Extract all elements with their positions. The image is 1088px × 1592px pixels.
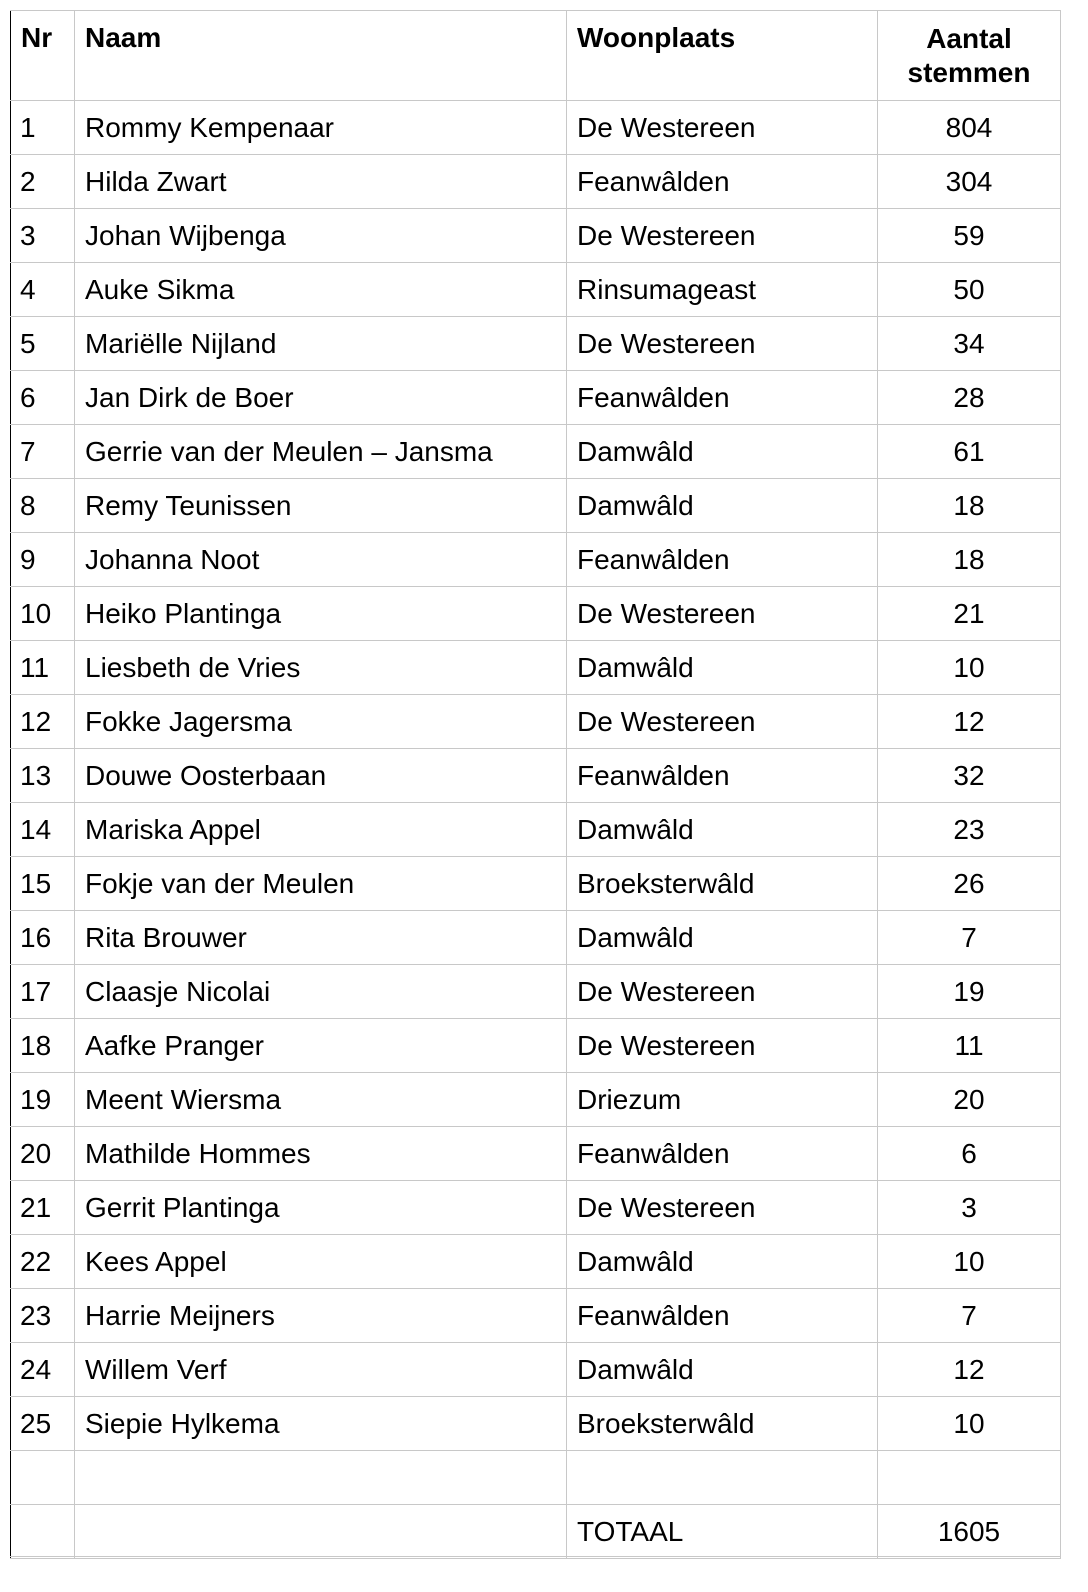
table-row <box>11 641 1061 695</box>
table-row <box>11 749 1061 803</box>
cell-woonplaats: De Westereen <box>567 587 878 641</box>
cell-nr: 20 <box>11 1127 75 1181</box>
cell-naam: Jan Dirk de Boer <box>75 371 567 425</box>
cell-stemmen: 11 <box>878 1019 1061 1073</box>
cell-naam: Mathilde Hommes <box>75 1127 567 1181</box>
cell-nr: 3 <box>11 209 75 263</box>
table-row <box>11 263 1061 317</box>
cell-nr: 16 <box>11 911 75 965</box>
table-row <box>11 101 1061 155</box>
cell-nr: 18 <box>11 1019 75 1073</box>
cell-nr: 22 <box>11 1235 75 1289</box>
cell-stemmen: 32 <box>878 749 1061 803</box>
cell-stemmen: 304 <box>878 155 1061 209</box>
cell-stemmen: 804 <box>878 101 1061 155</box>
table-row <box>11 857 1061 911</box>
cell-woonplaats: Damwâld <box>567 425 878 479</box>
cell-nr: 8 <box>11 479 75 533</box>
cell-woonplaats: Feanwâlden <box>567 371 878 425</box>
header-naam: Naam <box>75 11 567 101</box>
cell-woonplaats: Damwâld <box>567 641 878 695</box>
cell-woonplaats: Rinsumageast <box>567 263 878 317</box>
cell-woonplaats: Feanwâlden <box>567 1289 878 1343</box>
cell-nr: 23 <box>11 1289 75 1343</box>
cell-stemmen: 12 <box>878 695 1061 749</box>
cell-woonplaats: De Westereen <box>567 965 878 1019</box>
cell-nr: 24 <box>11 1343 75 1397</box>
cell-woonplaats: Broeksterwâld <box>567 1397 878 1451</box>
cell-stemmen: 19 <box>878 965 1061 1019</box>
cell-nr: 7 <box>11 425 75 479</box>
cell-woonplaats: De Westereen <box>567 1019 878 1073</box>
cell-stemmen: 6 <box>878 1127 1061 1181</box>
header-aantal-line2: stemmen <box>907 57 1031 88</box>
cell-woonplaats: Damwâld <box>567 1235 878 1289</box>
cell-stemmen: 10 <box>878 1235 1061 1289</box>
table-row <box>11 1181 1061 1235</box>
cell-nr: 5 <box>11 317 75 371</box>
total-label: TOTAAL <box>567 1505 878 1559</box>
cell-naam: Remy Teunissen <box>75 479 567 533</box>
table-row <box>11 371 1061 425</box>
cell-naam: Heiko Plantinga <box>75 587 567 641</box>
cell-woonplaats: De Westereen <box>567 101 878 155</box>
bottom-divider <box>10 1556 1060 1557</box>
cell-woonplaats: Damwâld <box>567 1343 878 1397</box>
total-row <box>11 1505 1061 1559</box>
header-woonplaats: Woonplaats <box>567 11 878 101</box>
cell-nr: 12 <box>11 695 75 749</box>
cell-nr: 13 <box>11 749 75 803</box>
cell-stemmen: 26 <box>878 857 1061 911</box>
header-aantal-stemmen <box>878 11 1061 101</box>
cell-naam: Liesbeth de Vries <box>75 641 567 695</box>
table-row <box>11 1073 1061 1127</box>
table-row <box>11 587 1061 641</box>
empty-row <box>11 1451 1061 1505</box>
header-row <box>11 11 1061 101</box>
header-nr: Nr <box>11 11 75 101</box>
cell-woonplaats: Broeksterwâld <box>567 857 878 911</box>
cell-nr: 14 <box>11 803 75 857</box>
cell-naam: Auke Sikma <box>75 263 567 317</box>
table-row <box>11 155 1061 209</box>
cell-nr: 9 <box>11 533 75 587</box>
cell-woonplaats: De Westereen <box>567 1181 878 1235</box>
cell-stemmen: 18 <box>878 533 1061 587</box>
header-aantal-line1: Aantal <box>926 23 1012 54</box>
cell-woonplaats: Damwâld <box>567 911 878 965</box>
cell-nr: 25 <box>11 1397 75 1451</box>
table-row <box>11 803 1061 857</box>
cell-woonplaats: Damwâld <box>567 803 878 857</box>
cell-naam: Willem Verf <box>75 1343 567 1397</box>
cell-woonplaats: De Westereen <box>567 209 878 263</box>
cell-stemmen: 34 <box>878 317 1061 371</box>
cell-naam: Kees Appel <box>75 1235 567 1289</box>
table-row <box>11 1019 1061 1073</box>
empty-cell <box>75 1505 567 1559</box>
cell-stemmen: 18 <box>878 479 1061 533</box>
cell-naam: Douwe Oosterbaan <box>75 749 567 803</box>
cell-nr: 11 <box>11 641 75 695</box>
table-row <box>11 911 1061 965</box>
cell-nr: 17 <box>11 965 75 1019</box>
cell-naam: Siepie Hylkema <box>75 1397 567 1451</box>
table-body <box>11 101 1061 1559</box>
cell-naam: Rita Brouwer <box>75 911 567 965</box>
cell-stemmen: 21 <box>878 587 1061 641</box>
empty-cell <box>878 1451 1061 1505</box>
cell-woonplaats: Feanwâlden <box>567 155 878 209</box>
empty-cell <box>11 1451 75 1505</box>
cell-naam: Fokje van der Meulen <box>75 857 567 911</box>
cell-nr: 15 <box>11 857 75 911</box>
cell-naam: Johan Wijbenga <box>75 209 567 263</box>
cell-woonplaats: Damwâld <box>567 479 878 533</box>
cell-naam: Gerrie van der Meulen – Jansma <box>75 425 567 479</box>
cell-nr: 1 <box>11 101 75 155</box>
cell-naam: Aafke Pranger <box>75 1019 567 1073</box>
cell-stemmen: 12 <box>878 1343 1061 1397</box>
cell-nr: 2 <box>11 155 75 209</box>
cell-naam: Hilda Zwart <box>75 155 567 209</box>
votes-table <box>10 10 1061 1559</box>
empty-cell <box>75 1451 567 1505</box>
table-row <box>11 533 1061 587</box>
cell-nr: 6 <box>11 371 75 425</box>
table-row <box>11 317 1061 371</box>
cell-nr: 10 <box>11 587 75 641</box>
cell-woonplaats: De Westereen <box>567 317 878 371</box>
table-row <box>11 1127 1061 1181</box>
cell-naam: Mariska Appel <box>75 803 567 857</box>
cell-stemmen: 50 <box>878 263 1061 317</box>
cell-naam: Mariëlle Nijland <box>75 317 567 371</box>
cell-naam: Johanna Noot <box>75 533 567 587</box>
empty-cell <box>11 1505 75 1559</box>
cell-woonplaats: De Westereen <box>567 695 878 749</box>
cell-stemmen: 3 <box>878 1181 1061 1235</box>
cell-stemmen: 59 <box>878 209 1061 263</box>
cell-woonplaats: Feanwâlden <box>567 533 878 587</box>
cell-stemmen: 20 <box>878 1073 1061 1127</box>
cell-stemmen: 7 <box>878 911 1061 965</box>
cell-nr: 19 <box>11 1073 75 1127</box>
cell-nr: 4 <box>11 263 75 317</box>
cell-naam: Claasje Nicolai <box>75 965 567 1019</box>
total-value: 1605 <box>878 1505 1061 1559</box>
cell-stemmen: 23 <box>878 803 1061 857</box>
empty-cell <box>567 1451 878 1505</box>
cell-naam: Fokke Jagersma <box>75 695 567 749</box>
cell-woonplaats: Feanwâlden <box>567 1127 878 1181</box>
table-row <box>11 425 1061 479</box>
cell-naam: Meent Wiersma <box>75 1073 567 1127</box>
cell-woonplaats: Feanwâlden <box>567 749 878 803</box>
cell-nr: 21 <box>11 1181 75 1235</box>
table-row <box>11 1343 1061 1397</box>
cell-woonplaats: Driezum <box>567 1073 878 1127</box>
cell-stemmen: 10 <box>878 641 1061 695</box>
cell-stemmen: 10 <box>878 1397 1061 1451</box>
cell-stemmen: 28 <box>878 371 1061 425</box>
table-row <box>11 965 1061 1019</box>
table-row <box>11 209 1061 263</box>
table-row <box>11 1289 1061 1343</box>
table-row <box>11 1235 1061 1289</box>
cell-stemmen: 61 <box>878 425 1061 479</box>
cell-naam: Harrie Meijners <box>75 1289 567 1343</box>
cell-stemmen: 7 <box>878 1289 1061 1343</box>
table-row <box>11 479 1061 533</box>
table-row <box>11 695 1061 749</box>
cell-naam: Rommy Kempenaar <box>75 101 567 155</box>
cell-naam: Gerrit Plantinga <box>75 1181 567 1235</box>
table-row <box>11 1397 1061 1451</box>
